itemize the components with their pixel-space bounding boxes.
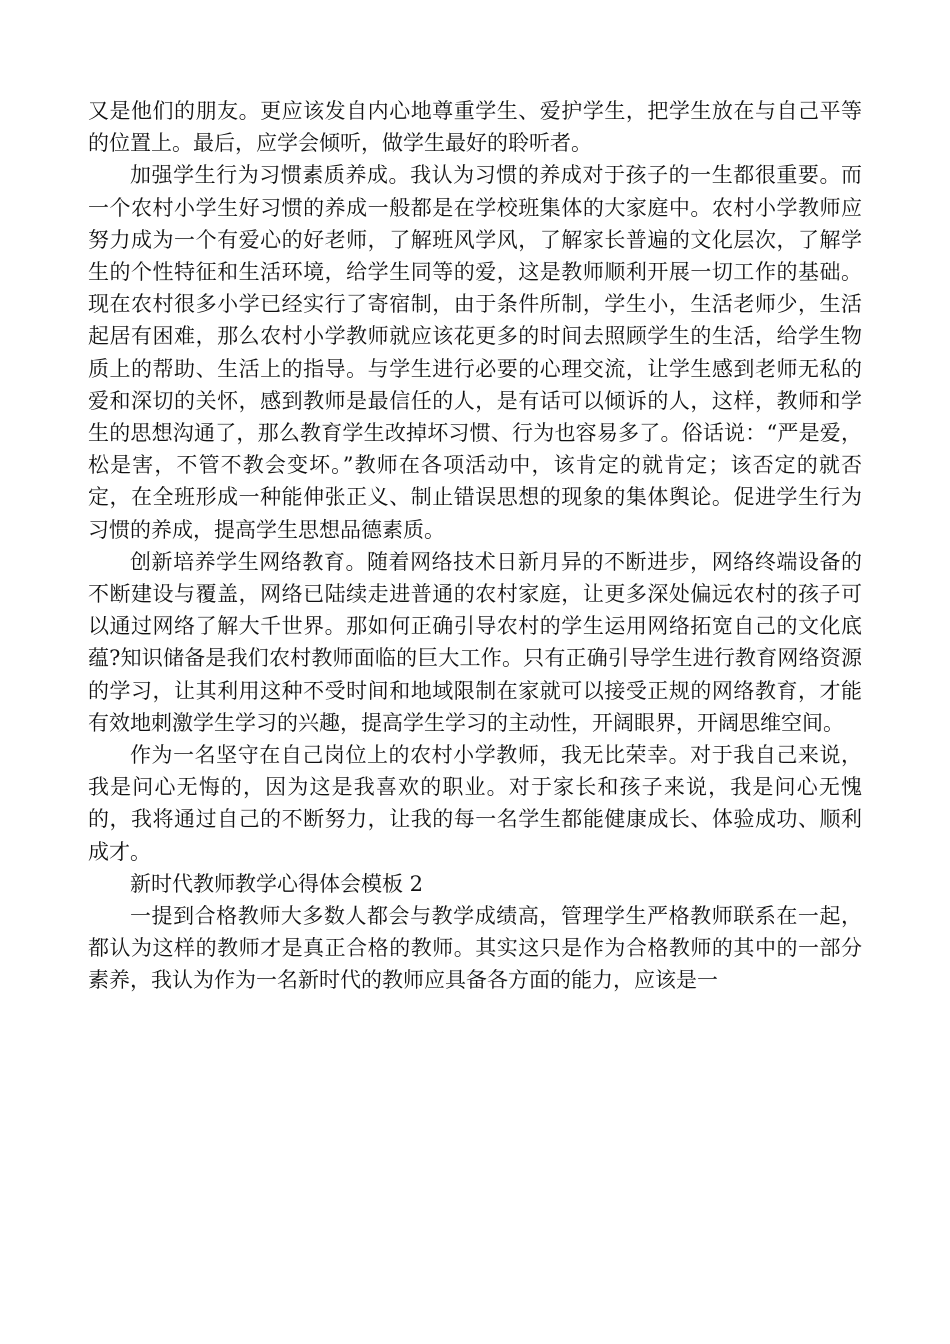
document-page <box>88 95 862 997</box>
paragraph-2: 加强学生行为习惯素质养成。我认为习惯的养成对于孩子的一生都很重要。而一个农村小学生好习惯的养成一般都是在学校班集体的大家庭中。农村小学教师应努力成为一个有爱心的好老师，了解班风学风，了解家长普遍的文化层次，了解学生的个性特征和生活环境，给学生同等的爱，这是教师顺利开展一切工作的基础。现在农村很多小学已经实行了寄宿制，由于条件所制，学生小，生活老师少，生活起居有困难，那么农村小学教师就应该花更多的时间去照顾学生的生活，给学生物质上的帮助、生活上的指导。与学生进行必要的心理交流，让学生感到老师无私的爱和深切的关怀，感到教师是最信任的人，是有话可以倾诉的人，这样，教师和学生的思想沟通了，那么教育学生改掉坏习惯、行为也容易多了。俗话说：“严是爱，松是害，不管不教会变坏。”教师在各项活动中，该肯定的就肯定；该否定的就否定，在全班形成一种能伸张正义、制止错误思想的现象的集体舆论。促进学生行为习惯的养成，提高学生思想品德素质。 <box>88 163 862 542</box>
section-heading: 新时代教师教学心得体会模板 2 <box>130 871 424 896</box>
paragraph-1: 又是他们的朋友。更应该发自内心地尊重学生、爱护学生，把学生放在与自己平等的位置上。最后，应学会倾听，做学生最好的聆听者。 <box>88 99 862 156</box>
paragraph-5: 一提到合格教师大多数人都会与教学成绩高，管理学生严格教师联系在一起，都认为这样的教师才是真正合格的教师。其实这只是作为合格教师的其中的一部分素养，我认为作为一名新时代的教师应具备各方面的能力，应该是一 <box>88 904 862 993</box>
paragraph-3: 创新培养学生网络教育。随着网络技术日新月异的不断进步，网络终端设备的不断建设与覆盖，网络已陆续走进普通的农村家庭，让更多深处偏远农村的孩子可以通过网络了解大千世界。那如何正确引导农村的学生运用网络拓宽自己的文化底蕴?知识储备是我们农村教师面临的巨大工作。只有正确引导学生进行教育网络资源的学习，让其利用这种不受时间和地域限制在家就可以接受正规的网络教育，才能有效地刺激学生学习的兴趣，提高学生学习的主动性，开阔眼界，开阔思维空间。 <box>88 549 862 735</box>
paragraph-4: 作为一名坚守在自己岗位上的农村小学教师，我无比荣幸。对于我自己来说，我是问心无悔的，因为这是我喜欢的职业。对于家长和孩子来说，我是问心无愧的，我将通过自己的不断努力，让我的每一名学生都能健康成长、体验成功、顺利成才。 <box>88 743 862 864</box>
